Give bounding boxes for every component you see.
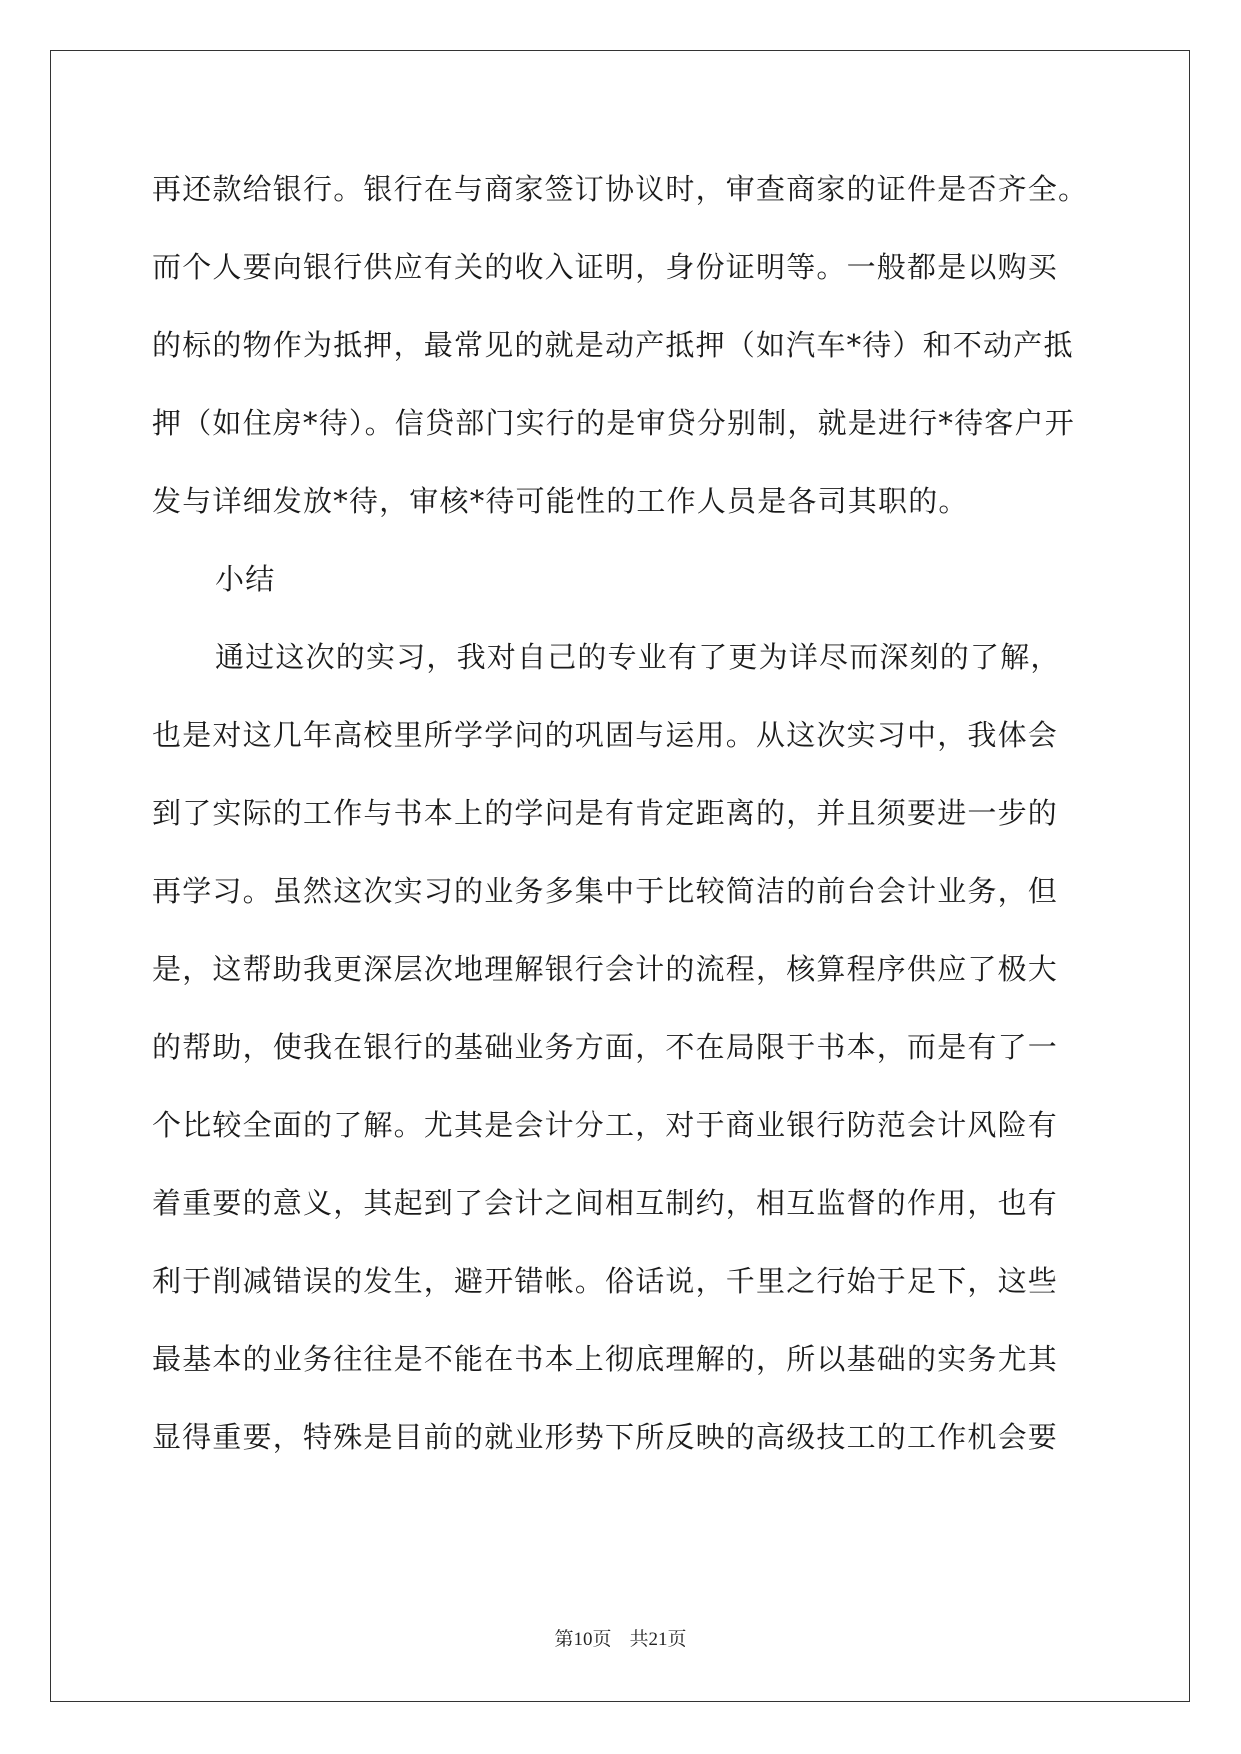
page-footer xyxy=(0,1627,1241,1653)
text-line: 是，这帮助我更深层次地理解银行会计的流程，核算程序供应了极大 xyxy=(152,952,1059,986)
page-number: 第10页 xyxy=(554,1629,612,1650)
page-total: 共21页 xyxy=(629,1629,687,1650)
text-line: 着重要的意义，其起到了会计之间相互制约，相互监督的作用，也有 xyxy=(152,1186,1059,1220)
text-line: 也是对这几年高校里所学学问的巩固与运用。从这次实习中，我体会 xyxy=(152,718,1059,752)
text-line: 到了实际的工作与书本上的学问是有肯定距离的，并且须要进一步的 xyxy=(152,796,1059,830)
text-line: 最基本的业务往往是不能在书本上彻底理解的，所以基础的实务尤其 xyxy=(152,1342,1059,1376)
text-line: 再学习。虽然这次实习的业务多集中于比较简洁的前台会计业务，但 xyxy=(152,874,1059,908)
text-line: 显得重要，特殊是目前的就业形势下所反映的高级技工的工作机会要 xyxy=(152,1420,1059,1454)
text-line: 再还款给银行。银行在与商家签订协议时，审查商家的证件是否齐全。 xyxy=(152,172,1089,206)
document-body xyxy=(152,150,1092,1476)
text-line: 的标的物作为抵押，最常见的就是动产抵押（如汽车*待）和不动产抵 xyxy=(152,328,1074,362)
section-heading: 小结 xyxy=(215,562,276,596)
text-line: 通过这次的实习，我对自己的专业有了更为详尽而深刻的了解， xyxy=(215,640,1061,674)
text-line: 发与详细发放*待，审核*待可能性的工作人员是各司其职的。 xyxy=(152,484,969,518)
text-line: 个比较全面的了解。尤其是会计分工，对于商业银行防范会计风险有 xyxy=(152,1108,1059,1142)
text-line: 而个人要向银行供应有关的收入证明，身份证明等。一般都是以购买 xyxy=(152,250,1059,284)
text-line: 押（如住房*待）。信贷部门实行的是审贷分别制，就是进行*待客户开 xyxy=(152,406,1075,440)
text-line: 利于削减错误的发生，避开错帐。俗话说，千里之行始于足下，这些 xyxy=(152,1264,1059,1298)
text-line: 的帮助，使我在银行的基础业务方面，不在局限于书本，而是有了一 xyxy=(152,1030,1059,1064)
